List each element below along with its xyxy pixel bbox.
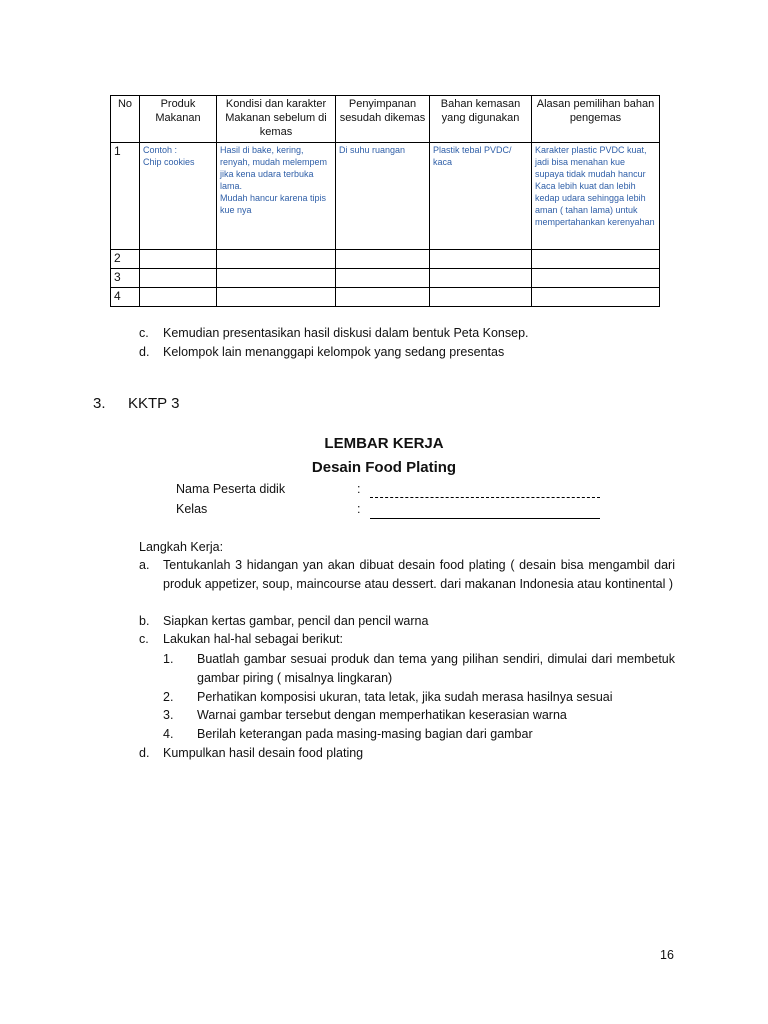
class-label: Kelas bbox=[176, 502, 208, 516]
name-colon: : bbox=[357, 482, 361, 496]
cell-alasan: Karakter plastic PVDC kuat, jadi bisa menahan kue supaya tidak mudah hancur Kaca lebih kuat dan lebih kedap udara sehingga lebih aman ( tahan lama) untuk mempertahankan kerenyahan bbox=[532, 143, 660, 250]
name-blank-line bbox=[370, 497, 600, 498]
cell-empty bbox=[140, 250, 217, 269]
cell-empty bbox=[336, 250, 430, 269]
step-marker-c: c. bbox=[139, 632, 149, 646]
cell-kondisi: Hasil di bake, kering, renyah, mudah melempem jika kena udara terbuka lama. Mudah hancur karena tipis kue nya bbox=[217, 143, 336, 250]
list-marker: d. bbox=[139, 345, 150, 359]
worksheet-subtitle: Desain Food Plating bbox=[311, 459, 457, 476]
cell-empty bbox=[140, 269, 217, 288]
cell-empty bbox=[532, 250, 660, 269]
header-no: No bbox=[111, 96, 140, 143]
substep-text: Berilah keterangan pada masing-masing bagian dari gambar bbox=[197, 727, 533, 741]
cell-penyimpanan: Di suhu ruangan bbox=[336, 143, 430, 250]
step-c-text: Lakukan hal-hal sebagai berikut: bbox=[163, 632, 343, 646]
cell-empty bbox=[532, 288, 660, 307]
cell-bahan: Plastik tebal PVDC/ kaca bbox=[430, 143, 532, 250]
header-produk: Produk Makanan bbox=[140, 96, 217, 143]
cell-no: 3 bbox=[111, 269, 140, 288]
step-a-text: Tentukanlah 3 hidangan yan akan dibuat desain food plating ( desain bisa mengambil dari produk appetizer, soup, maincourse atau dessert. dari makanan Indonesia atau kontinental ) bbox=[163, 558, 675, 591]
worksheet-title: LEMBAR KERJA bbox=[324, 435, 444, 452]
packaging-table bbox=[110, 95, 660, 307]
page-number: 16 bbox=[660, 948, 674, 962]
step-marker-b: b. bbox=[139, 614, 150, 628]
table-row bbox=[111, 250, 660, 269]
cell-no: 4 bbox=[111, 288, 140, 307]
cell-no: 2 bbox=[111, 250, 140, 269]
cell-empty bbox=[217, 269, 336, 288]
section-title: KKTP 3 bbox=[128, 395, 180, 412]
step-d-text: Kumpulkan hasil desain food plating bbox=[163, 746, 364, 760]
substep-marker: 4. bbox=[163, 727, 174, 741]
cell-empty bbox=[336, 269, 430, 288]
cell-no: 1 bbox=[111, 143, 140, 250]
substep-marker: 3. bbox=[163, 708, 174, 722]
class-blank-line bbox=[370, 518, 600, 519]
step-b-text: Siapkan kertas gambar, pencil dan pencil warna bbox=[163, 614, 429, 628]
table-row bbox=[111, 288, 660, 307]
cell-empty bbox=[532, 269, 660, 288]
cell-empty bbox=[217, 250, 336, 269]
header-penyimpanan: Penyimpanan sesudah dikemas bbox=[336, 96, 430, 143]
name-label: Nama Peserta didik bbox=[176, 482, 286, 496]
list-text: Kemudian presentasikan hasil diskusi dalam bentuk Peta Konsep. bbox=[163, 326, 529, 340]
step-marker-a: a. bbox=[139, 558, 150, 572]
table-header-row bbox=[111, 96, 660, 143]
table-row bbox=[111, 269, 660, 288]
list-text: Kelompok lain menanggapi kelompok yang sedang presentas bbox=[163, 345, 505, 359]
cell-empty bbox=[140, 288, 217, 307]
cell-empty bbox=[336, 288, 430, 307]
header-bahan: Bahan kemasan yang digunakan bbox=[430, 96, 532, 143]
cell-empty bbox=[430, 250, 532, 269]
class-colon: : bbox=[357, 502, 361, 516]
substep-text: Warnai gambar tersebut dengan memperhatikan keserasian warna bbox=[197, 708, 567, 722]
cell-empty bbox=[430, 288, 532, 307]
substep-marker: 1. bbox=[163, 652, 174, 666]
steps-heading: Langkah Kerja: bbox=[139, 540, 224, 554]
cell-empty bbox=[430, 269, 532, 288]
substep-text: Perhatikan komposisi ukuran, tata letak, jika sudah merasa hasilnya sesuai bbox=[197, 690, 613, 704]
header-kondisi: Kondisi dan karakter Makanan sebelum di kemas bbox=[217, 96, 336, 143]
substep-marker: 2. bbox=[163, 690, 174, 704]
table-row bbox=[111, 143, 660, 250]
header-alasan: Alasan pemilihan bahan pengemas bbox=[532, 96, 660, 143]
list-marker: c. bbox=[139, 326, 149, 340]
substep-text: Buatlah gambar sesuai produk dan tema yang pilihan sendiri, dimulai dari membetuk gambar piring ( misalnya lingkaran) bbox=[197, 652, 675, 685]
step-marker-d: d. bbox=[139, 746, 150, 760]
cell-produk: Contoh : Chip cookies bbox=[140, 143, 217, 250]
cell-empty bbox=[217, 288, 336, 307]
section-number: 3. bbox=[93, 395, 106, 412]
